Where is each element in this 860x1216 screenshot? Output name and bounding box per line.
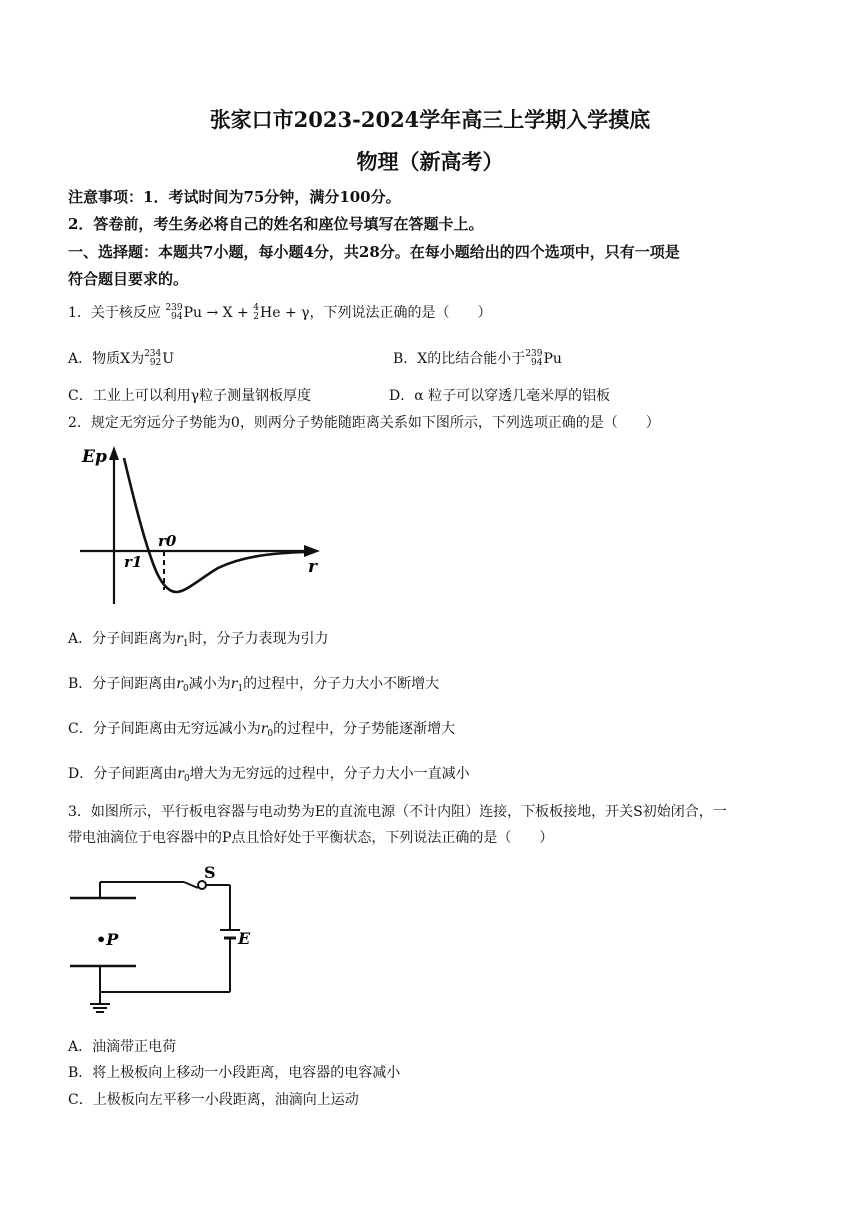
y-axis-label: Ep <box>82 447 107 467</box>
switch-label: S <box>204 863 216 882</box>
switch-contact <box>198 881 206 889</box>
pu-b-symbol: Pu <box>543 351 562 367</box>
q2-b-sub2: 1 <box>237 684 244 694</box>
q1-stem <box>68 302 798 324</box>
u-mass: 234 <box>144 349 162 359</box>
q2-option-c <box>68 718 455 739</box>
q2-d-sub: 0 <box>183 774 190 784</box>
q3-option-b: B．将上极板向上移动一小段距离，电容器的电容减小 <box>68 1065 401 1081</box>
u-isotope <box>144 350 161 368</box>
q3-stem-line-1: 3．如图所示，平行板电容器与电动势为E的直流电源（不计内阻）连接，下板板接地，开关S初始闭合，一 <box>68 804 727 820</box>
q2-b-post: 的过程中，分子力大小不断增大 <box>243 676 440 692</box>
q2-option-a <box>68 628 329 649</box>
q1-option-b <box>393 348 562 368</box>
notes-line-2: 2．答卷前，考生务必将自己的姓名和座位号填写在答题卡上。 <box>68 215 484 233</box>
x-plus: X + <box>222 305 249 321</box>
q2-stem: 2．规定无穷远分子势能为0，则两分子势能随距离关系如下图所示，下列选项正确的是（ ） <box>68 415 660 431</box>
he-isotope <box>253 304 259 322</box>
r0-label: r0 <box>158 532 177 550</box>
q1-suffix: ，下列说法正确的是（ ） <box>309 305 492 321</box>
potential-energy-graph <box>68 440 328 610</box>
q1-b-text: B．X的比结合能小于 <box>393 351 526 367</box>
q2-d-post: 增大为无穷远的过程中，分子力大小一直减小 <box>189 766 470 782</box>
q3-stem-line-2: 带电油滴位于电容器中的P点且恰好处于平衡状态，下列说法正确的是（ ） <box>68 830 554 846</box>
point-p-label: •P <box>96 930 119 949</box>
x-axis-arrow <box>304 545 320 557</box>
q1-option-c: C．工业上可以利用γ粒子测量钢板厚度 <box>68 388 312 404</box>
section-heading-line-1: 一、选择题：本题共7小题，每小题4分，共28分。在每小题给出的四个选项中，只有一项是 <box>68 243 680 261</box>
pu-symbol: Pu <box>183 305 202 321</box>
q1-a-text: A．物质X为 <box>68 351 145 367</box>
pu-mass: 239 <box>165 303 183 313</box>
he-symbol: He <box>259 305 281 321</box>
q3-option-c: C．上极板向左平移一小段距离，油滴向上运动 <box>68 1092 359 1108</box>
switch-blade <box>184 882 198 888</box>
q2-a-sub: 1 <box>182 639 189 649</box>
exam-title: 张家口市2023-2024学年高三上学期入学摸底 <box>209 107 651 132</box>
pu-isotope <box>165 304 182 322</box>
y-axis-arrow <box>109 446 119 460</box>
he-mass: 4 <box>253 303 259 313</box>
q2-b-var1: r <box>176 676 183 692</box>
exam-subtitle: 物理（新高考） <box>356 149 504 174</box>
q2-c-sub: 0 <box>267 729 274 739</box>
q1-option-d: D．α 粒子可以穿透几毫米厚的铝板 <box>389 388 611 404</box>
u-symbol: U <box>162 351 175 367</box>
q2-option-d <box>68 763 470 784</box>
q2-c-var: r <box>260 721 268 737</box>
q2-a-var: r <box>176 631 183 647</box>
potential-curve <box>124 458 306 592</box>
r1-label: r1 <box>124 553 143 571</box>
plus-gamma: + γ <box>284 305 310 321</box>
q2-b-pre: B．分子间距离由 <box>68 676 177 692</box>
pu-number: 94 <box>171 312 183 322</box>
section-heading-line-2: 符合题目要求的。 <box>68 270 189 288</box>
q2-d-pre: D．分子间距离由 <box>68 766 178 782</box>
u-number: 92 <box>149 358 162 368</box>
q2-b-sub1: 0 <box>183 684 189 694</box>
q2-d-var: r <box>177 766 184 782</box>
reaction-arrow: → <box>206 305 219 321</box>
pu-b-number: 94 <box>531 358 543 368</box>
q3-option-a: A．油滴带正电荷 <box>68 1039 177 1055</box>
q2-c-post: 的过程中，分子势能逐渐增大 <box>273 721 456 737</box>
q2-a-post: 时，分子力表现为引力 <box>188 631 329 647</box>
source-label: E <box>238 929 251 948</box>
q2-b-mid: 减小为 <box>188 676 231 692</box>
x-axis-label: r <box>308 557 317 577</box>
q2-a-pre: A．分子间距离为 <box>68 631 177 647</box>
he-number: 2 <box>253 312 259 322</box>
q2-option-b <box>68 673 439 694</box>
pu-b-mass: 239 <box>525 349 543 359</box>
q2-b-var2: r <box>230 676 238 692</box>
q2-c-pre: C．分子间距离由无穷远减小为 <box>68 721 261 737</box>
q1-prefix: 1．关于核反应 <box>68 305 161 321</box>
notes-line-1: 注意事项：1．考试时间为75分钟，满分100分。 <box>68 188 401 206</box>
q1-option-a <box>68 348 174 368</box>
capacitor-circuit-diagram <box>68 858 268 1018</box>
pu-isotope-b <box>525 350 542 368</box>
